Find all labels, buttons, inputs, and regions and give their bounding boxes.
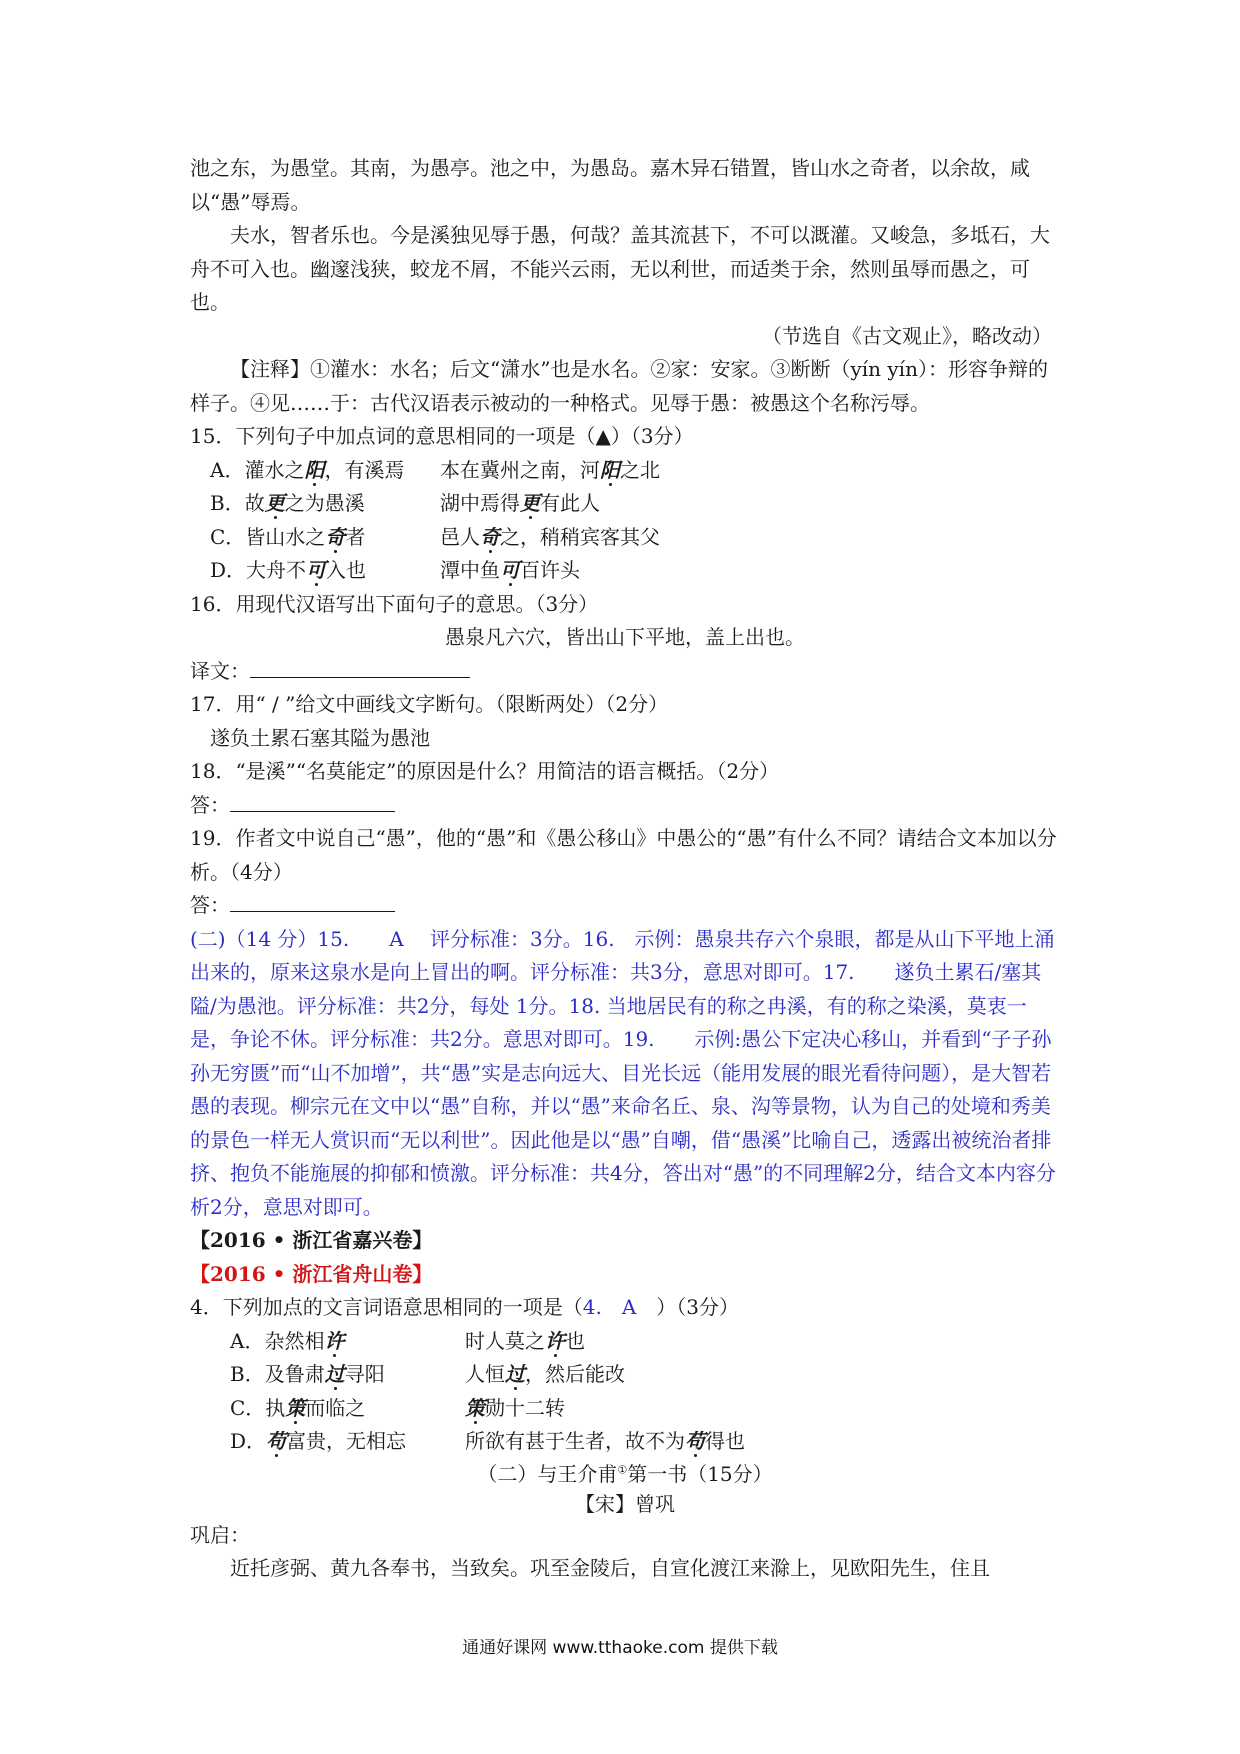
section-2-title: （二）与王介甫①第一书（15分） xyxy=(477,1461,773,1486)
heading-zhoushan: 【2016 • 浙江省舟山卷】 xyxy=(190,1261,433,1286)
question-4-stem: 4．下列加点的文言词语意思相同的一项是（4. A ）（3分） xyxy=(190,1295,739,1319)
question-4-option: C．执策而临之 策勋十二转 xyxy=(230,1395,565,1420)
question-15-stem: 15．下列句子中加点词的意思相同的一项是（▲）（3分） xyxy=(190,424,694,448)
section-2-first-line: 近托彦弼、黄九各奉书，当致矣。巩至金陵后，自宣化渡江来滁上，见欧阳先生，住且 xyxy=(230,1556,990,1580)
question-15-option: B．故更之为愚溪 湖中焉得更有此人 xyxy=(210,491,600,515)
question-15-options xyxy=(190,454,1060,588)
question-17-text: 遂负土累石塞其隘为愚池 xyxy=(210,725,430,750)
answer-blank[interactable] xyxy=(230,889,395,912)
passage-source: （节选自《古文观止》，略改动） xyxy=(762,323,1052,348)
heading-jiaxing: 【2016 • 浙江省嘉兴卷】 xyxy=(190,1228,433,1252)
question-17-stem: 17．用“ / ”给文中画线文字断句。（限断两处）（2分） xyxy=(190,692,669,716)
question-4-answer: 4. A xyxy=(582,1295,637,1319)
page-footer: 通通好课网 www.tthaoke.com 提供下载 xyxy=(462,1638,778,1658)
question-4-option: B．及鲁肃过寻阳 人恒过，然后能改 xyxy=(230,1362,625,1386)
question-4-option: D．苟富贵，无相忘 所欲有甚于生者，故不为苟得也 xyxy=(230,1429,745,1453)
question-18-answer-line: 答： xyxy=(190,789,1060,823)
section-2-author: 【宋】曾巩 xyxy=(575,1491,675,1516)
question-16-stem: 16．用现代汉语写出下面句子的意思。（3分） xyxy=(190,591,599,616)
question-4-options xyxy=(190,1325,1060,1459)
passage-line: 池之东，为愚堂。其南，为愚亭。池之中，为愚岛。嘉木异石错置，皆山水之奇者，以余故，咸以“愚”辱焉。 xyxy=(190,156,1030,214)
question-18-stem: 18．“是溪”“名莫能定”的原因是什么？用简洁的语言概括。（2分） xyxy=(190,759,780,783)
question-15-option: C．皆山水之奇者 邑人奇之，稍稍宾客其父 xyxy=(210,524,660,549)
question-19-answer-line: 答： xyxy=(190,889,1060,923)
question-15-option: A．灌水之阳，有溪焉 本在冀州之南，河阳之北 xyxy=(210,457,660,482)
question-16-answer-line: 译文： xyxy=(190,655,1060,689)
question-19-stem: 19．作者文中说自己“愚”，他的“愚”和《愚公移山》中愚公的“愚”有什么不同？请结合文本加以分析。（4分） xyxy=(190,826,1057,884)
document-page xyxy=(190,152,1060,1586)
answer-blank[interactable] xyxy=(230,789,395,812)
section-2-greeting: 巩启： xyxy=(190,1522,250,1547)
annotation-notes: 【注释】①灌水：水名；后文“潇水”也是水名。②家：安家。③断断（yín yín）：形容争辩的样子。④见……于：古代汉语表示被动的一种格式。见辱于愚：被愚这个名称污辱。 xyxy=(190,357,1048,415)
question-4-option: A．杂然相许 时人莫之许也 xyxy=(230,1328,585,1353)
answer-blank[interactable] xyxy=(250,655,470,678)
question-15-option: D．大舟不可入也 潭中鱼可百许头 xyxy=(210,558,580,582)
question-16-sentence: 愚泉凡六穴，皆出山下平地，盖上出也。 xyxy=(445,625,805,649)
answer-key: (二)（14 分）15. A 评分标准：3分。16. 示例：愚泉共存六个泉眼，都是从山下平地上涌出来的，原来这泉水是向上冒出的啊。评分标准：共3分，意思对即可。17. 遂负土累石/塞其隘/为愚池。评分标准：共2分，每处 1分。18. 当地居民有的称之冉溪，有的称之染溪，莫衷一是，争论不休。评分标准：共2分。意思对即可。19. 示例:愚公下定决心移山，并看到“子子孙孙无穷匮”而“山不加增”，共“愚”实是志向远大、目光长远（能用发展的眼光看待问题），是大智若愚的表现。柳宗元在文中以“愚”自称，并以“愚”来命名丘、泉、沟等景物，认为自己的处境和秀美的景色一样无人赏识而“无以利世”。因此他是以“愚”自嘲，借“愚溪”比喻自己，透露出被统治者排挤、抱负不能施展的抑郁和愤激。评分标准：共4分，答出对“愚”的不同理解2分，结合文本内容分析2分，意思对即可。 xyxy=(190,926,1056,1219)
passage-paragraph: 夫水，智者乐也。今是溪独见辱于愚，何哉？盖其流甚下，不可以溉灌。又峻急，多坻石，大舟不可入也。幽邃浅狭，蛟龙不屑，不能兴云雨，无以利世，而适类于余，然则虽辱而愚之，可也。 xyxy=(190,223,1050,314)
